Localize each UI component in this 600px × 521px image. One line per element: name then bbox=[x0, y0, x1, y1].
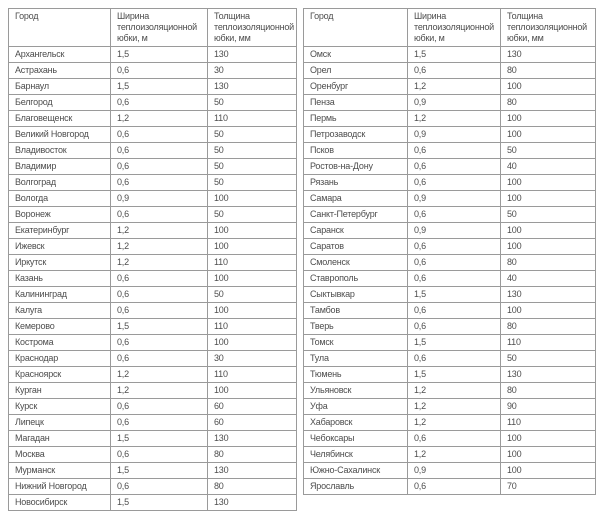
table-row bbox=[304, 287, 596, 303]
width-cell: 0,6 bbox=[111, 95, 208, 111]
width-cell: 0,6 bbox=[111, 143, 208, 159]
table-row bbox=[9, 287, 297, 303]
thickness-cell: 100 bbox=[501, 111, 596, 127]
thickness-cell: 100 bbox=[208, 383, 297, 399]
city-cell: Екатеринбург bbox=[9, 223, 111, 239]
table-row bbox=[304, 319, 596, 335]
thickness-cell: 130 bbox=[208, 431, 297, 447]
table-row bbox=[9, 399, 297, 415]
thickness-cell: 80 bbox=[208, 447, 297, 463]
width-cell: 1,2 bbox=[408, 415, 501, 431]
table-row bbox=[304, 271, 596, 287]
table-row bbox=[304, 415, 596, 431]
city-cell: Мурманск bbox=[9, 463, 111, 479]
city-cell: Новосибирск bbox=[9, 495, 111, 511]
table-row bbox=[9, 79, 297, 95]
city-cell: Архангельск bbox=[9, 47, 111, 63]
table-row bbox=[304, 143, 596, 159]
city-cell: Тула bbox=[304, 351, 408, 367]
table-row bbox=[9, 111, 297, 127]
thickness-cell: 130 bbox=[501, 287, 596, 303]
thickness-cell: 50 bbox=[208, 95, 297, 111]
table-row bbox=[304, 63, 596, 79]
table-row bbox=[9, 191, 297, 207]
width-cell: 1,5 bbox=[111, 495, 208, 511]
table-row bbox=[304, 399, 596, 415]
table-row bbox=[9, 47, 297, 63]
width-cell: 0,6 bbox=[408, 239, 501, 255]
city-cell: Калуга bbox=[9, 303, 111, 319]
thickness-cell: 130 bbox=[501, 47, 596, 63]
city-cell: Казань bbox=[9, 271, 111, 287]
thickness-cell: 100 bbox=[501, 191, 596, 207]
table-row bbox=[304, 191, 596, 207]
width-cell: 0,6 bbox=[408, 255, 501, 271]
table-row bbox=[9, 175, 297, 191]
width-cell: 0,9 bbox=[408, 127, 501, 143]
city-cell: Санкт-Петербург bbox=[304, 207, 408, 223]
table-row bbox=[304, 303, 596, 319]
city-cell: Саранск bbox=[304, 223, 408, 239]
width-cell: 1,5 bbox=[111, 47, 208, 63]
table-row bbox=[304, 431, 596, 447]
thickness-cell: 100 bbox=[501, 303, 596, 319]
width-cell: 0,6 bbox=[408, 351, 501, 367]
cities-table-right-body bbox=[304, 47, 596, 495]
insulation-skirt-tables bbox=[8, 8, 596, 511]
thickness-cell: 100 bbox=[208, 335, 297, 351]
table-row bbox=[304, 95, 596, 111]
city-cell: Тамбов bbox=[304, 303, 408, 319]
thickness-cell: 100 bbox=[501, 239, 596, 255]
width-cell: 0,6 bbox=[111, 287, 208, 303]
table-row bbox=[9, 303, 297, 319]
city-cell: Орел bbox=[304, 63, 408, 79]
cities-table-left-body bbox=[9, 47, 297, 511]
table-row bbox=[9, 255, 297, 271]
city-cell: Омск bbox=[304, 47, 408, 63]
table-row bbox=[304, 447, 596, 463]
city-cell: Сыктывкар bbox=[304, 287, 408, 303]
width-cell: 1,5 bbox=[111, 319, 208, 335]
width-cell: 0,9 bbox=[408, 95, 501, 111]
width-cell: 0,9 bbox=[408, 191, 501, 207]
thickness-cell: 50 bbox=[208, 207, 297, 223]
city-cell: Смоленск bbox=[304, 255, 408, 271]
table-row bbox=[304, 255, 596, 271]
table-row bbox=[304, 351, 596, 367]
city-cell: Кострома bbox=[9, 335, 111, 351]
thickness-cell: 130 bbox=[208, 47, 297, 63]
table-row bbox=[9, 383, 297, 399]
thickness-cell: 60 bbox=[208, 415, 297, 431]
city-cell: Пермь bbox=[304, 111, 408, 127]
width-cell: 1,2 bbox=[408, 383, 501, 399]
thickness-cell: 80 bbox=[208, 479, 297, 495]
city-cell: Волгоград bbox=[9, 175, 111, 191]
width-cell: 0,6 bbox=[111, 159, 208, 175]
column-header-width: Ширина теплоизоляционной юбки, м bbox=[408, 9, 501, 47]
thickness-cell: 130 bbox=[501, 367, 596, 383]
table-row bbox=[304, 383, 596, 399]
thickness-cell: 50 bbox=[208, 287, 297, 303]
width-cell: 0,6 bbox=[111, 399, 208, 415]
width-cell: 0,6 bbox=[408, 175, 501, 191]
city-cell: Пенза bbox=[304, 95, 408, 111]
width-cell: 1,5 bbox=[408, 335, 501, 351]
table-row bbox=[304, 335, 596, 351]
width-cell: 0,6 bbox=[408, 319, 501, 335]
city-cell: Астрахань bbox=[9, 63, 111, 79]
table-row bbox=[304, 47, 596, 63]
thickness-cell: 40 bbox=[501, 159, 596, 175]
width-cell: 0,9 bbox=[408, 223, 501, 239]
table-row bbox=[9, 239, 297, 255]
width-cell: 0,6 bbox=[111, 175, 208, 191]
table-row bbox=[304, 79, 596, 95]
width-cell: 0,6 bbox=[111, 447, 208, 463]
city-cell: Оренбург bbox=[304, 79, 408, 95]
table-row bbox=[9, 351, 297, 367]
width-cell: 0,6 bbox=[111, 479, 208, 495]
thickness-cell: 50 bbox=[208, 159, 297, 175]
table-row bbox=[9, 319, 297, 335]
cities-table-right bbox=[303, 8, 596, 495]
table-row bbox=[304, 111, 596, 127]
width-cell: 1,2 bbox=[111, 367, 208, 383]
width-cell: 1,5 bbox=[408, 47, 501, 63]
thickness-cell: 30 bbox=[208, 351, 297, 367]
width-cell: 0,9 bbox=[111, 191, 208, 207]
city-cell: Уфа bbox=[304, 399, 408, 415]
width-cell: 0,6 bbox=[408, 431, 501, 447]
city-cell: Хабаровск bbox=[304, 415, 408, 431]
thickness-cell: 100 bbox=[208, 271, 297, 287]
table-row bbox=[304, 223, 596, 239]
table-row bbox=[304, 175, 596, 191]
table-row bbox=[9, 271, 297, 287]
city-cell: Курган bbox=[9, 383, 111, 399]
thickness-cell: 80 bbox=[501, 255, 596, 271]
thickness-cell: 50 bbox=[501, 351, 596, 367]
thickness-cell: 110 bbox=[208, 111, 297, 127]
width-cell: 0,6 bbox=[111, 207, 208, 223]
width-cell: 1,2 bbox=[408, 399, 501, 415]
city-cell: Южно-Сахалинск bbox=[304, 463, 408, 479]
width-cell: 0,6 bbox=[111, 63, 208, 79]
width-cell: 0,6 bbox=[111, 335, 208, 351]
table-row bbox=[9, 207, 297, 223]
city-cell: Воронеж bbox=[9, 207, 111, 223]
table-row bbox=[9, 415, 297, 431]
city-cell: Томск bbox=[304, 335, 408, 351]
thickness-cell: 100 bbox=[208, 239, 297, 255]
width-cell: 0,6 bbox=[408, 271, 501, 287]
width-cell: 1,2 bbox=[408, 79, 501, 95]
thickness-cell: 30 bbox=[208, 63, 297, 79]
thickness-cell: 40 bbox=[501, 271, 596, 287]
city-cell: Красноярск bbox=[9, 367, 111, 383]
thickness-cell: 70 bbox=[501, 479, 596, 495]
table-row bbox=[9, 127, 297, 143]
city-cell: Ставрополь bbox=[304, 271, 408, 287]
thickness-cell: 110 bbox=[208, 319, 297, 335]
city-cell: Ярославль bbox=[304, 479, 408, 495]
city-cell: Краснодар bbox=[9, 351, 111, 367]
city-cell: Благовещенск bbox=[9, 111, 111, 127]
city-cell: Нижний Новгород bbox=[9, 479, 111, 495]
thickness-cell: 100 bbox=[501, 175, 596, 191]
table-row bbox=[9, 95, 297, 111]
table-row bbox=[9, 367, 297, 383]
table-row bbox=[304, 239, 596, 255]
city-cell: Калининград bbox=[9, 287, 111, 303]
width-cell: 1,2 bbox=[111, 255, 208, 271]
column-header-city: Город bbox=[304, 9, 408, 47]
column-header-thickness: Толщина теплоизоляционной юбки, мм bbox=[501, 9, 596, 47]
width-cell: 0,6 bbox=[111, 127, 208, 143]
thickness-cell: 100 bbox=[501, 431, 596, 447]
table-row bbox=[9, 463, 297, 479]
city-cell: Владимир bbox=[9, 159, 111, 175]
width-cell: 0,6 bbox=[408, 303, 501, 319]
width-cell: 1,5 bbox=[111, 463, 208, 479]
width-cell: 0,6 bbox=[408, 207, 501, 223]
city-cell: Курск bbox=[9, 399, 111, 415]
width-cell: 0,6 bbox=[408, 479, 501, 495]
city-cell: Великий Новгород bbox=[9, 127, 111, 143]
table-header-row bbox=[304, 9, 596, 47]
table-row bbox=[304, 367, 596, 383]
table-row bbox=[304, 207, 596, 223]
city-cell: Тверь bbox=[304, 319, 408, 335]
thickness-cell: 130 bbox=[208, 495, 297, 511]
city-cell: Петрозаводск bbox=[304, 127, 408, 143]
thickness-cell: 80 bbox=[501, 319, 596, 335]
width-cell: 1,5 bbox=[111, 79, 208, 95]
width-cell: 1,5 bbox=[408, 367, 501, 383]
city-cell: Ростов-на-Дону bbox=[304, 159, 408, 175]
city-cell: Магадан bbox=[9, 431, 111, 447]
city-cell: Москва bbox=[9, 447, 111, 463]
width-cell: 0,6 bbox=[111, 351, 208, 367]
table-row bbox=[9, 335, 297, 351]
thickness-cell: 100 bbox=[501, 127, 596, 143]
city-cell: Владивосток bbox=[9, 143, 111, 159]
thickness-cell: 50 bbox=[208, 127, 297, 143]
thickness-cell: 80 bbox=[501, 63, 596, 79]
city-cell: Липецк bbox=[9, 415, 111, 431]
thickness-cell: 100 bbox=[501, 463, 596, 479]
width-cell: 1,2 bbox=[111, 383, 208, 399]
thickness-cell: 50 bbox=[501, 207, 596, 223]
thickness-cell: 110 bbox=[208, 255, 297, 271]
column-header-thickness: Толщина теплоизоляционной юбки, мм bbox=[208, 9, 297, 47]
city-cell: Вологда bbox=[9, 191, 111, 207]
width-cell: 1,5 bbox=[408, 287, 501, 303]
table-row bbox=[9, 431, 297, 447]
thickness-cell: 110 bbox=[501, 335, 596, 351]
width-cell: 1,2 bbox=[408, 111, 501, 127]
city-cell: Белгород bbox=[9, 95, 111, 111]
table-row bbox=[9, 159, 297, 175]
cities-table-left bbox=[8, 8, 297, 511]
width-cell: 1,2 bbox=[111, 223, 208, 239]
table-row bbox=[304, 127, 596, 143]
city-cell: Самара bbox=[304, 191, 408, 207]
table-row bbox=[9, 223, 297, 239]
city-cell: Кемерово bbox=[9, 319, 111, 335]
table-row bbox=[9, 495, 297, 511]
width-cell: 0,6 bbox=[111, 303, 208, 319]
city-cell: Барнаул bbox=[9, 79, 111, 95]
thickness-cell: 50 bbox=[208, 175, 297, 191]
city-cell: Ижевск bbox=[9, 239, 111, 255]
table-row bbox=[9, 143, 297, 159]
table-row bbox=[9, 479, 297, 495]
width-cell: 0,6 bbox=[111, 415, 208, 431]
thickness-cell: 110 bbox=[208, 367, 297, 383]
thickness-cell: 100 bbox=[501, 223, 596, 239]
thickness-cell: 90 bbox=[501, 399, 596, 415]
thickness-cell: 80 bbox=[501, 383, 596, 399]
width-cell: 0,9 bbox=[408, 463, 501, 479]
city-cell: Саратов bbox=[304, 239, 408, 255]
city-cell: Чебоксары bbox=[304, 431, 408, 447]
table-row bbox=[304, 159, 596, 175]
column-header-city: Город bbox=[9, 9, 111, 47]
thickness-cell: 130 bbox=[208, 463, 297, 479]
width-cell: 0,6 bbox=[408, 63, 501, 79]
city-cell: Рязань bbox=[304, 175, 408, 191]
thickness-cell: 50 bbox=[208, 143, 297, 159]
thickness-cell: 100 bbox=[501, 79, 596, 95]
width-cell: 0,6 bbox=[111, 271, 208, 287]
thickness-cell: 60 bbox=[208, 399, 297, 415]
width-cell: 0,6 bbox=[408, 159, 501, 175]
table-header-row bbox=[9, 9, 297, 47]
city-cell: Тюмень bbox=[304, 367, 408, 383]
thickness-cell: 100 bbox=[208, 191, 297, 207]
width-cell: 0,6 bbox=[408, 143, 501, 159]
width-cell: 1,2 bbox=[408, 447, 501, 463]
city-cell: Челябинск bbox=[304, 447, 408, 463]
city-cell: Псков bbox=[304, 143, 408, 159]
table-row bbox=[304, 463, 596, 479]
table-row bbox=[9, 447, 297, 463]
width-cell: 1,2 bbox=[111, 111, 208, 127]
thickness-cell: 100 bbox=[208, 303, 297, 319]
width-cell: 1,5 bbox=[111, 431, 208, 447]
width-cell: 1,2 bbox=[111, 239, 208, 255]
column-header-width: Ширина теплоизоляционной юбки, м bbox=[111, 9, 208, 47]
thickness-cell: 80 bbox=[501, 95, 596, 111]
thickness-cell: 50 bbox=[501, 143, 596, 159]
city-cell: Иркутск bbox=[9, 255, 111, 271]
city-cell: Ульяновск bbox=[304, 383, 408, 399]
table-row bbox=[9, 63, 297, 79]
table-row bbox=[304, 479, 596, 495]
thickness-cell: 100 bbox=[501, 447, 596, 463]
thickness-cell: 130 bbox=[208, 79, 297, 95]
thickness-cell: 110 bbox=[501, 415, 596, 431]
thickness-cell: 100 bbox=[208, 223, 297, 239]
